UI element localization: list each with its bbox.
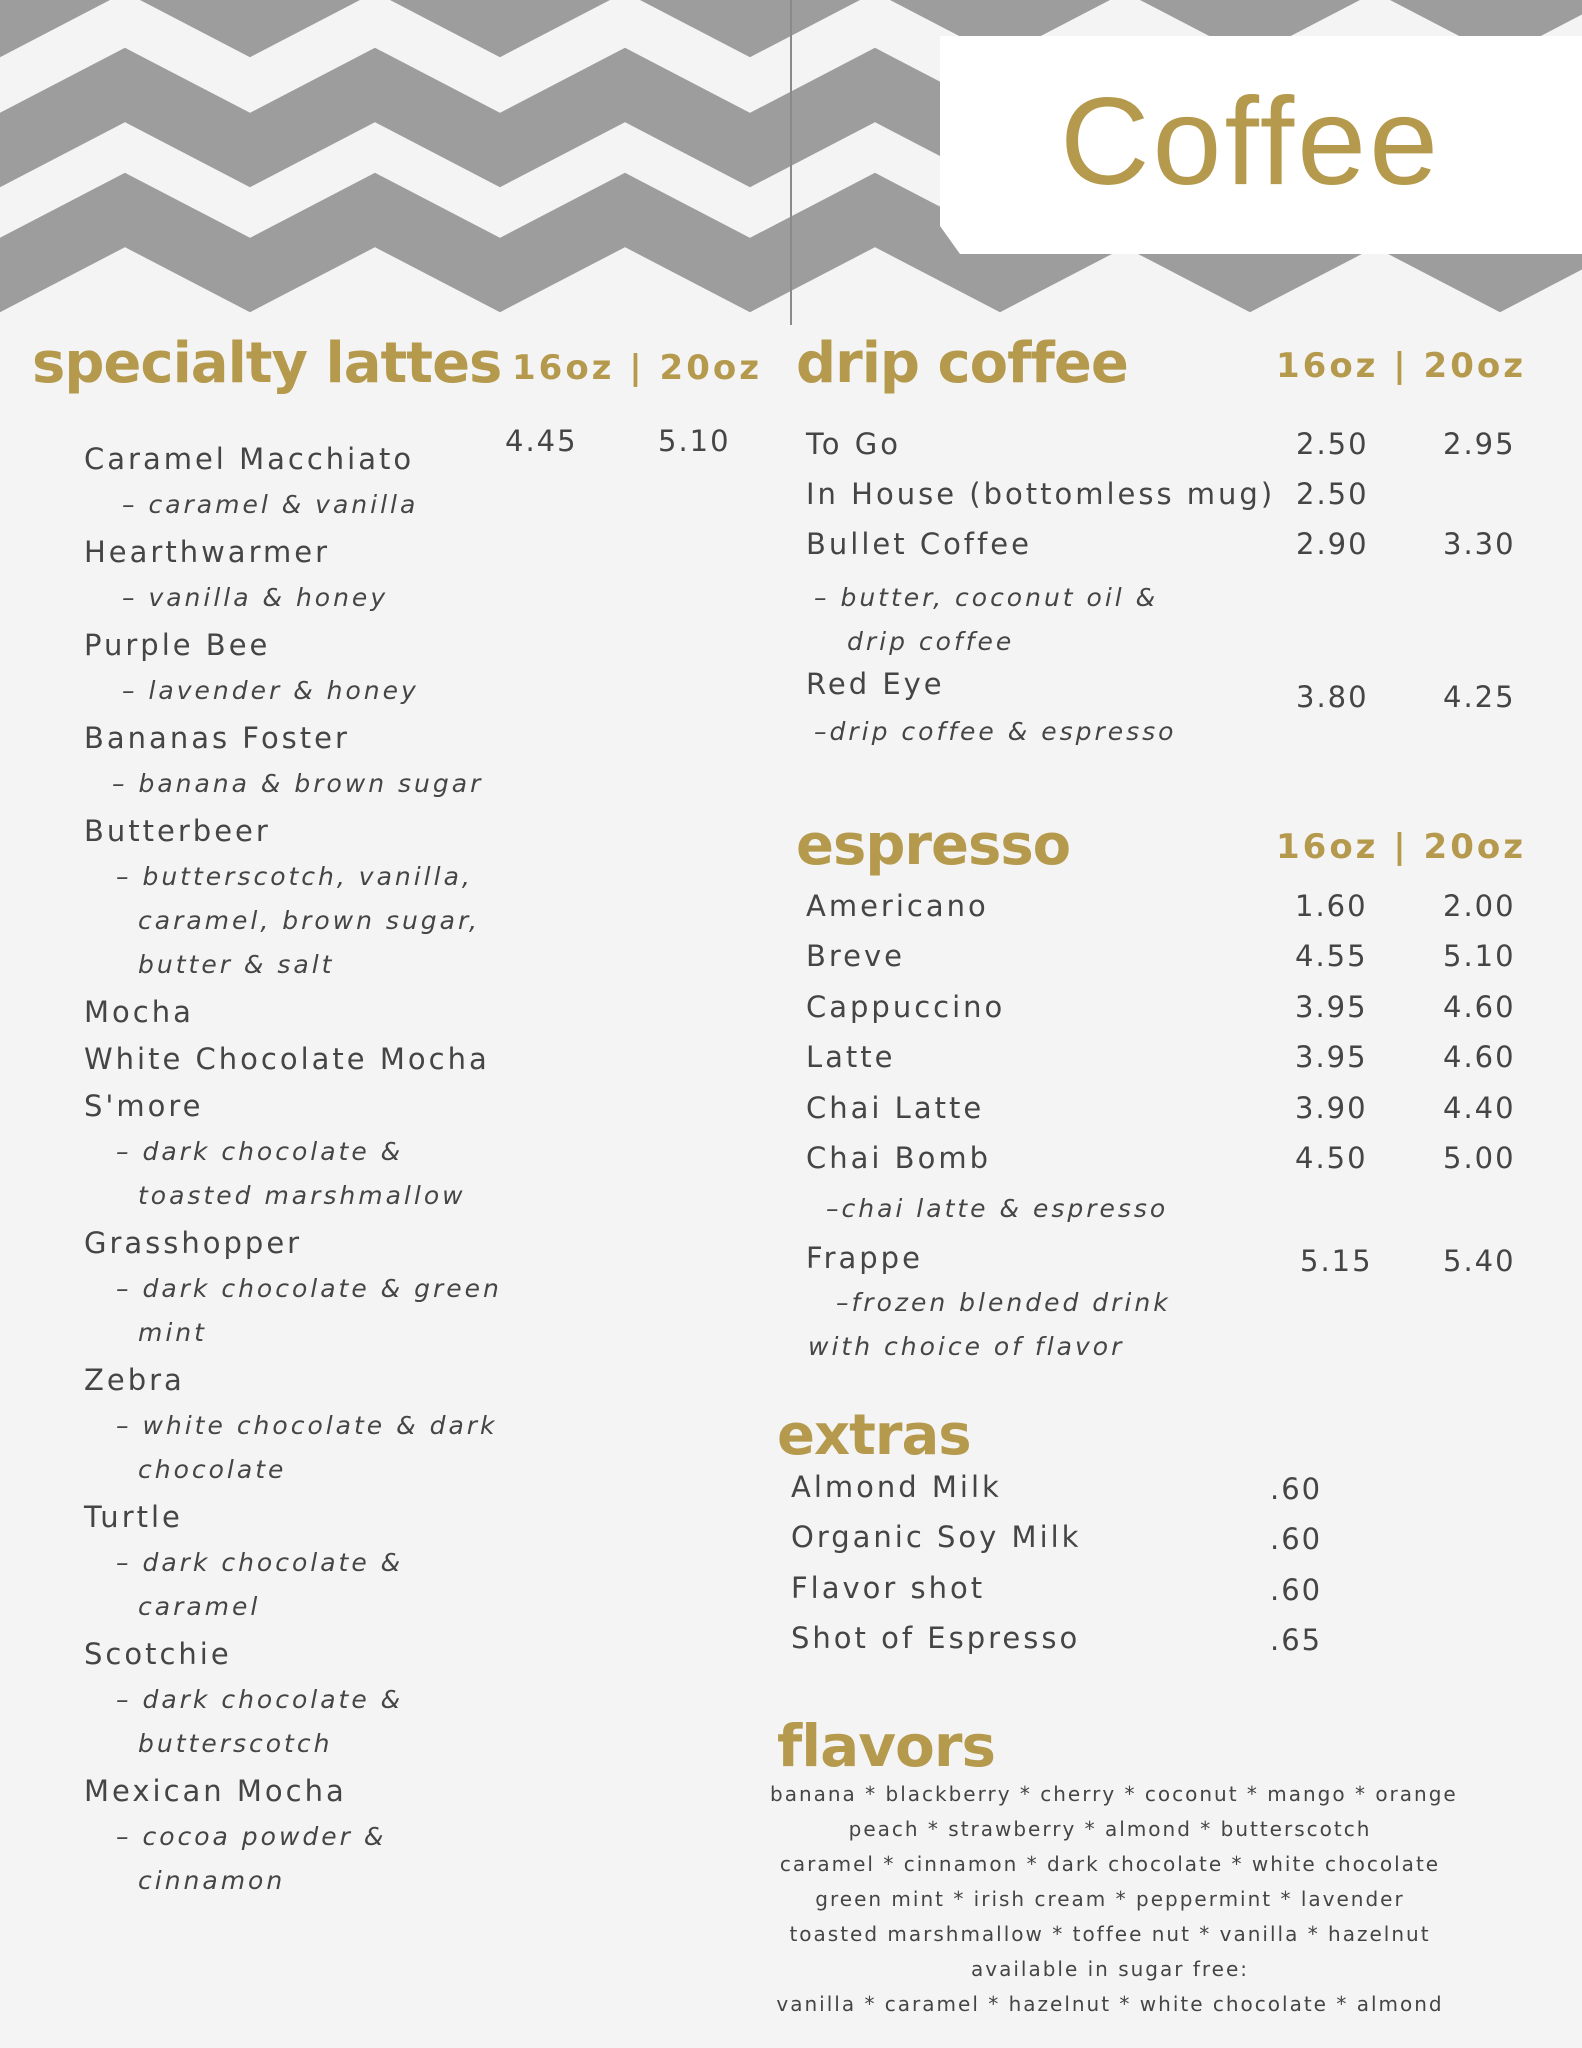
espresso-item-name: Latte [806,1040,896,1074]
drip-price-20oz: 4.25 [1443,680,1516,714]
extra-item-name: Flavor shot [791,1571,986,1605]
espresso-price-16oz: 3.95 [1295,1040,1368,1074]
extra-price: .65 [1270,1623,1323,1657]
flavor-line: green mint * irish cream * peppermint * lavender [815,1887,1405,1911]
espresso-sizes-header: 16oz | 20oz [1276,827,1527,867]
flavor-line: vanilla * caramel * hazelnut * white chocolate * almond [776,1992,1444,2016]
latte-name: Grasshopper [84,1226,303,1260]
latte-description: – dark chocolate & green [116,1274,502,1303]
extra-price: .60 [1270,1522,1323,1556]
drip-sizes-header: 16oz | 20oz [1276,346,1527,386]
specialty-price-20oz: 5.10 [658,424,731,458]
latte-name: Scotchie [84,1637,232,1671]
drip-item-name: Red Eye [806,667,945,701]
latte-description: – butterscotch, vanilla, [116,862,473,891]
latte-description: – dark chocolate & [116,1548,404,1577]
specialty-price-16oz: 4.45 [505,424,578,458]
extra-price: .60 [1270,1573,1323,1607]
espresso-item-name: Chai Latte [806,1091,985,1125]
latte-description: – dark chocolate & [116,1685,404,1714]
latte-description: – cocoa powder & [116,1822,387,1851]
specialty-sizes-header: 16oz | 20oz [512,348,763,388]
drip-price-16oz: 2.50 [1296,427,1369,461]
latte-description: cinnamon [138,1866,286,1895]
espresso-price-20oz: 5.10 [1443,939,1516,973]
espresso-price-20oz: 2.00 [1443,889,1516,923]
latte-description: chocolate [138,1455,287,1484]
drip-item-name: Bullet Coffee [806,527,1032,561]
extra-item-name: Shot of Espresso [791,1621,1081,1655]
espresso-price-16oz: 3.90 [1295,1091,1368,1125]
drip-item-name: In House (bottomless mug) [806,477,1276,511]
latte-description: – caramel & vanilla [122,490,419,519]
espresso-price-20oz: 5.40 [1443,1244,1516,1278]
espresso-price-16oz: 3.95 [1295,990,1368,1024]
latte-description: toasted marshmallow [138,1181,466,1210]
latte-name: S'more [84,1089,204,1123]
espresso-item-name: Cappuccino [806,990,1006,1024]
latte-name: White Chocolate Mocha [84,1042,490,1076]
espresso-price-16oz: 4.55 [1295,939,1368,973]
latte-description: – vanilla & honey [122,583,389,612]
flavor-line: available in sugar free: [970,1957,1250,1981]
specialty-lattes-heading: specialty lattes [32,331,502,396]
espresso-price-16oz: 4.50 [1295,1141,1368,1175]
espresso-description: with choice of flavor [808,1332,1125,1361]
espresso-price-20oz: 4.60 [1443,1040,1516,1074]
latte-description: – banana & brown sugar [112,769,484,798]
drip-coffee-heading: drip coffee [796,331,1128,396]
flavor-line: banana * blackberry * cherry * coconut * mango * orange [770,1782,1458,1806]
drip-price-20oz: 3.30 [1443,527,1516,561]
latte-name: Turtle [84,1500,183,1534]
latte-name: Bananas Foster [84,721,350,755]
latte-description: caramel, brown sugar, [138,906,480,935]
latte-name: Butterbeer [84,814,271,848]
latte-description: butterscotch [138,1729,333,1758]
latte-name: Zebra [84,1363,185,1397]
flavor-line: caramel * cinnamon * dark chocolate * white chocolate [779,1852,1441,1876]
drip-price-16oz: 2.50 [1296,477,1369,511]
latte-description: – dark chocolate & [116,1137,404,1166]
flavor-line: peach * strawberry * almond * butterscotch [848,1817,1372,1841]
drip-description: – butter, coconut oil & [814,583,1159,612]
extra-item-name: Almond Milk [791,1470,1002,1504]
latte-name: Purple Bee [84,628,271,662]
espresso-item-name: Frappe [806,1241,923,1275]
espresso-heading: espresso [796,813,1071,878]
latte-description: butter & salt [138,950,335,979]
latte-name: Mocha [84,995,194,1029]
flavors-heading: flavors [777,1712,996,1780]
flavor-line: toasted marshmallow * toffee nut * vanilla * hazelnut [789,1922,1431,1946]
latte-description: – lavender & honey [122,676,419,705]
latte-description: caramel [138,1592,261,1621]
drip-item-name: To Go [806,427,901,461]
drip-price-16oz: 2.90 [1296,527,1369,561]
drip-description: drip coffee [847,627,1015,656]
latte-description: mint [138,1318,207,1347]
espresso-price-16oz: 5.15 [1300,1244,1373,1278]
espresso-price-20oz: 4.60 [1443,990,1516,1024]
latte-name: Hearthwarmer [84,535,331,569]
menu-title: Coffee [1060,73,1442,211]
drip-description: –drip coffee & espresso [814,717,1177,746]
extra-price: .60 [1270,1472,1323,1506]
drip-price-16oz: 3.80 [1296,680,1369,714]
espresso-price-20oz: 5.00 [1443,1141,1516,1175]
extra-item-name: Organic Soy Milk [791,1520,1082,1554]
espresso-description: –chai latte & espresso [826,1194,1169,1223]
drip-price-20oz: 2.95 [1443,427,1516,461]
latte-description: – white chocolate & dark [116,1411,498,1440]
espresso-description: –frozen blended drink [836,1288,1171,1317]
latte-name: Caramel Macchiato [84,442,415,476]
espresso-item-name: Breve [806,939,906,973]
espresso-price-20oz: 4.40 [1443,1091,1516,1125]
espresso-price-16oz: 1.60 [1295,889,1368,923]
extras-heading: extras [777,1403,971,1468]
espresso-item-name: Americano [806,889,989,923]
espresso-item-name: Chai Bomb [806,1141,991,1175]
latte-name: Mexican Mocha [84,1774,347,1808]
